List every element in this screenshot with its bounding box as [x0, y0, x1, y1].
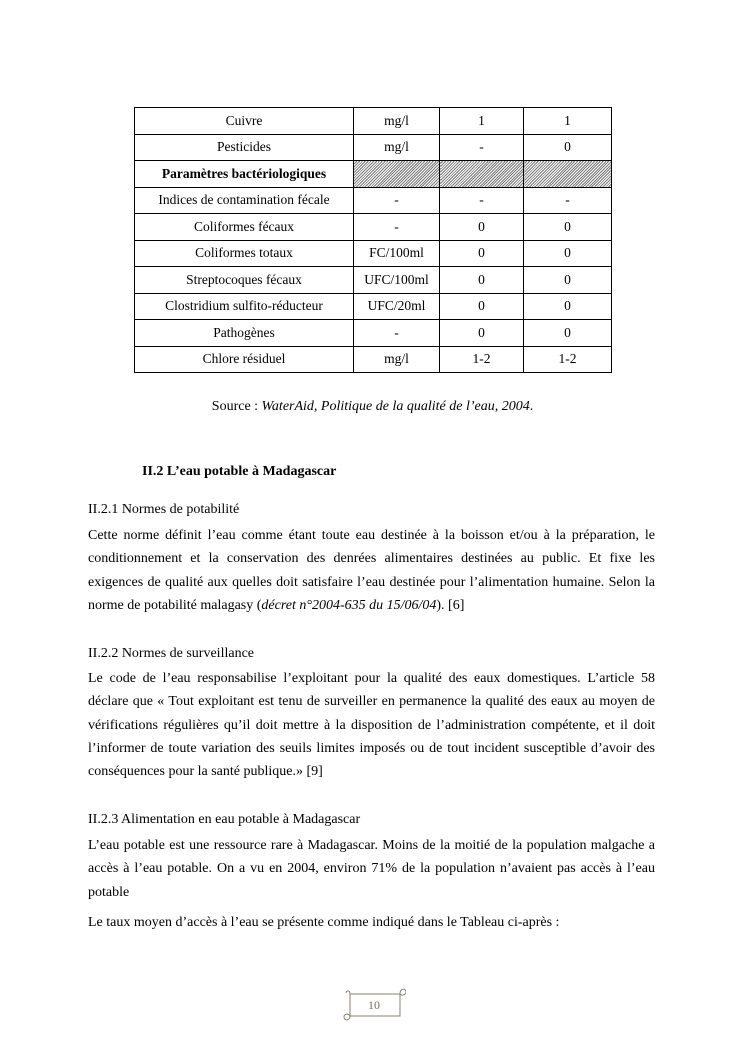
section-heading: II.2 L’eau potable à Madagascar: [142, 464, 337, 479]
unit-cell: mg/l: [354, 108, 440, 135]
value2-cell: 0: [524, 214, 612, 241]
source-end: .: [529, 399, 534, 414]
value2-cell: 0: [524, 267, 612, 294]
value2-cell: 1-2: [524, 346, 612, 373]
paragraph-text: Cette norme définit l’eau comme étant toute eau destinée à la boisson et/ou à la préparation, le conditionnement et la conservation des denrées alimentaires destinées au public. Et fixe les exigences de qualité aux quelles doit satisfaire l’eau destinée pour l’alimentation humaine. Selon la norme de potabilité malagasy (: [88, 528, 655, 613]
decree-reference: décret n°2004-635 du 15/06/04: [261, 597, 437, 613]
value2-cell: 1: [524, 108, 612, 135]
parameter-cell: Cuivre: [135, 108, 354, 135]
source-label: Source :: [211, 399, 262, 414]
paragraph-alimentation: L’eau potable est une ressource rare à Madagascar. Moins de la moitié de la population malgache a accès à l’eau potable. On a vu en 2004, environ 71% de la population n’avaient pas accès à l’eau potable: [88, 838, 655, 900]
unit-cell: mg/l: [354, 346, 440, 373]
value1-cell: 1: [440, 108, 524, 135]
parameter-cell: Pesticides: [135, 134, 354, 161]
parameter-cell: Chlore résiduel: [135, 346, 354, 373]
parameter-cell: Pathogènes: [135, 320, 354, 347]
table-row: [135, 214, 612, 241]
value2-cell: 0: [524, 240, 612, 267]
unit-cell: -: [354, 320, 440, 347]
value1-cell: 0: [440, 267, 524, 294]
paragraph-normes-potabilite: [88, 524, 655, 617]
parameter-cell: Indices de contamination fécale: [135, 187, 354, 214]
subsection-title-normes-potabilite: II.2.1 Normes de potabilité: [88, 502, 240, 517]
value2-cell: 0: [524, 134, 612, 161]
value1-cell: 0: [440, 240, 524, 267]
table-section-row: [135, 161, 612, 188]
value1-cell: -: [440, 187, 524, 214]
value1-cell: -: [440, 134, 524, 161]
unit-cell: mg/l: [354, 134, 440, 161]
page-number: 10: [368, 998, 380, 1012]
value2-cell: 0: [524, 293, 612, 320]
unit-cell: FC/100ml: [354, 240, 440, 267]
paragraph-taux-acces: Le taux moyen d’accès à l’eau se présente comme indiqué dans le Tableau ci-après :: [88, 915, 560, 930]
water-quality-table: [134, 107, 612, 373]
table-row: [135, 293, 612, 320]
subsection-title-alimentation: II.2.3 Alimentation en eau potable à Madagascar: [88, 812, 361, 827]
table-row: [135, 346, 612, 373]
unit-cell: -: [354, 187, 440, 214]
value2-cell: -: [524, 187, 612, 214]
citation-ref: ). [6]: [436, 597, 465, 613]
parameter-cell: Coliformes totaux: [135, 240, 354, 267]
paragraph-normes-surveillance: Le code de l’eau responsabilise l’exploitant pour la qualité des eaux domestiques. L’article 58 déclare que « Tout exploitant est tenu de surveiller en permanence la qualité des eaux au moyen de vérifications régulières qu’il doit mettre à la disposition de l’administration compétente, et il doit l’informer de toute variation des seuils limites imposés ou de tout incident susceptible d’avoir des conséquences pour la santé publique.» [9]: [88, 671, 655, 780]
unit-cell: -: [354, 214, 440, 241]
parameter-cell: Streptocoques fécaux: [135, 267, 354, 294]
value1-cell: 0: [440, 320, 524, 347]
value1-cell: 1-2: [440, 346, 524, 373]
parameter-cell: Paramètres bactériologiques: [135, 161, 354, 188]
value2-cell: [524, 161, 612, 188]
table-row: [135, 187, 612, 214]
page-number-scroll: [342, 984, 406, 1022]
unit-cell: UFC/100ml: [354, 267, 440, 294]
table-row: [135, 267, 612, 294]
value2-cell: 0: [524, 320, 612, 347]
table-source: [0, 399, 745, 415]
table-row: [135, 134, 612, 161]
table-row: [135, 108, 612, 135]
table-row: [135, 240, 612, 267]
value1-cell: 0: [440, 214, 524, 241]
subsection-title-normes-surveillance: II.2.2 Normes de surveillance: [88, 646, 254, 661]
unit-cell: UFC/20ml: [354, 293, 440, 320]
source-citation: WaterAid, Politique de la qualité de l’eau, 2004: [261, 399, 530, 414]
parameter-cell: Coliformes fécaux: [135, 214, 354, 241]
table-row: [135, 320, 612, 347]
value1-cell: 0: [440, 293, 524, 320]
parameter-cell: Clostridium sulfito-réducteur: [135, 293, 354, 320]
value1-cell: [440, 161, 524, 188]
unit-cell: [354, 161, 440, 188]
